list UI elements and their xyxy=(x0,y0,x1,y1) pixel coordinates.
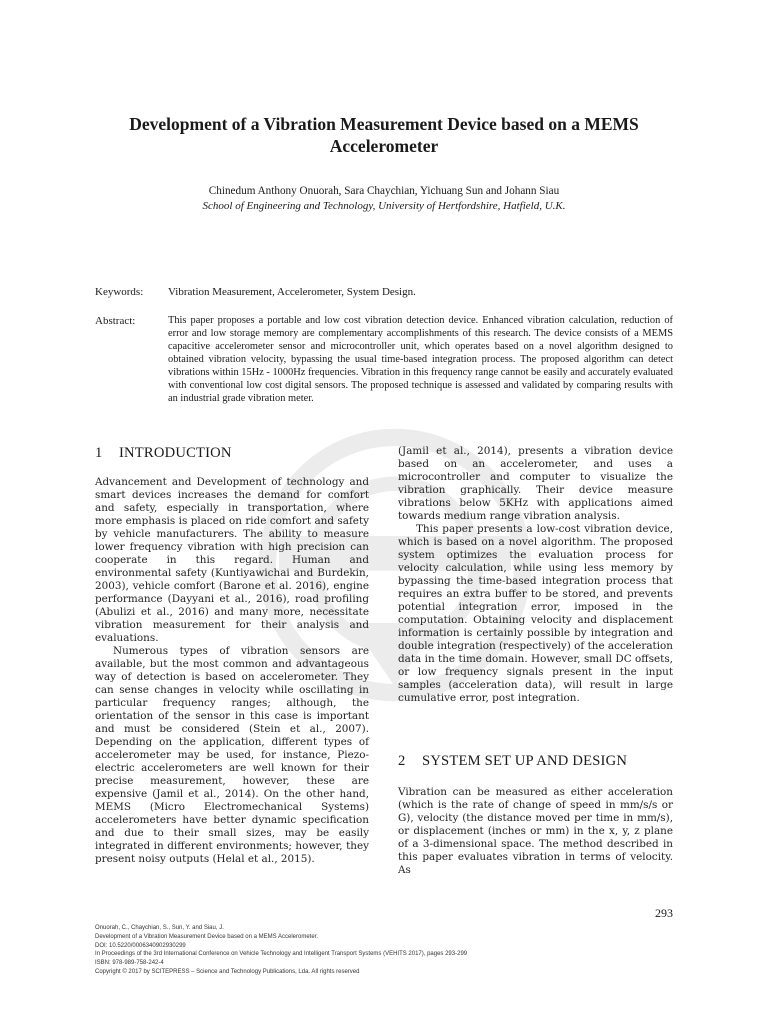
intro-paragraph-3: (Jamil et al., 2014), presents a vibration device based on an accelerometer, and uses a microcontroller and computer to visualize the vibration graphically. Their device measure vibrations below 5KHz with applications aimed towards medium range vibration analysis. xyxy=(398,445,673,522)
intro-paragraph-1: Advancement and Development of technology and smart devices increases the demand for comfort and safety, especially in transportation, where more emphasis is placed on ride comfort and safety by vehicle manufacturers. The ability to measure lower frequency vibration with high precision can cooperate in this regard. Human and environmental safety (Kuntiyawichai and Burdekin, 2003), vehicle comfort (Barone et al. 2016), engine performance (Dayyani et al., 2016), road profiling (Abulizi et al., 2016) and many more, necessitate vibration measurement for their analysis and evaluations. xyxy=(95,476,369,644)
section-number: 1 xyxy=(95,445,103,461)
abstract-text: This paper proposes a portable and low cost vibration detection device. Enhanced vibration calculation, reduction of error and low storage memory are complementary accomplishments of this research. The device consists of a MEMS capacitive accelerometer sensor and microcontroller unit, which operates based on a novel algorithm designed to obtained vibration velocity, bypassing the usual time-based integration process. The proposed algorithm can detect vibrations within 15Hz - 1000Hz frequencies. Vibration in this frequency range cannot be easily and accurately evaluated with conventional low cost digital sensors. The proposed technique is assessed and validated by comparing results with an industrial grade vibration meter. xyxy=(168,315,673,404)
intro-paragraph-4: This paper presents a low-cost vibration device, which is based on a novel algorithm. The proposed system optimizes the evaluation process for velocity calculation, while using less memory by bypassing the time-based integration process that requires an extra buffer to be stored, and prevents potential integration error, imposed in the computation. Obtaining velocity and displacement information is certainly possible by integration and double integration (respectively) of the acceleration data in the time domain. However, small DC offsets, or low frequency signals present in the input samples (acceleration data), will result in large cumulative error, post integration. xyxy=(398,523,673,704)
footer-title: Development of a Vibration Measurement Device based on a MEMS Accelerometer. xyxy=(95,933,319,940)
footer-proceedings: In Proceedings of the 3rd International Conference on Vehicle Technology and Intelligent Transport Systems (VEHITS 2017), pages 293-299 xyxy=(95,951,468,958)
abstract-label: Abstract: xyxy=(95,315,136,327)
section-heading-introduction xyxy=(95,445,232,462)
section-number: 2 xyxy=(398,753,406,769)
right-column-bottom xyxy=(398,786,673,877)
footer-copyright: Copyright © 2017 by SCITEPRESS – Science and Technology Publications, Lda. All rights reserved xyxy=(95,968,360,975)
left-column xyxy=(95,476,369,866)
footer-isbn: ISBN: 978-989-758-242-4 xyxy=(95,960,164,967)
section-title: SYSTEM SET UP AND DESIGN xyxy=(422,753,628,769)
page-number: 293 xyxy=(655,906,673,920)
paper-title: Development of a Vibration Measurement Device based on a MEMS Accelerometer xyxy=(129,114,639,156)
keywords-text: Vibration Measurement, Accelerometer, System Design. xyxy=(168,286,416,298)
system-paragraph-1: Vibration can be measured as either acceleration (which is the rate of change of speed in mm/s/s or G), velocity (the distance moved per time in mm/s), or displacement (inches or mm) in the x, y, z plane of a 3-dimensional space. The method described in this paper evaluates vibration in terms of velocity. As xyxy=(398,786,673,876)
author-affiliation: School of Engineering and Technology, University of Hertfordshire, Hatfield, U.K. xyxy=(202,200,566,212)
paper-authors: Chinedum Anthony Onuorah, Sara Chaychian, Yichuang Sun and Johann Siau xyxy=(208,185,560,197)
keywords-label: Keywords: xyxy=(95,286,144,298)
intro-paragraph-2: Numerous types of vibration sensors are available, but the most common and advantageous way of detection is based on accelerometer. They can sense changes in velocity while oscillating in particular frequency ranges; although, the orientation of the sensor in this case is important and must be considered (Stein et al., 2007). Depending on the application, different types of accelerometer may be used, for instance, Piezo-electric accelerometers are well known for their precise measurement, however, these are expensive (Jamil et al., 2014). On the other hand, MEMS (Micro Electromechanical Systems) accelerometers have better dynamic specification and due to their small sizes, may be easily integrated in different environments; however, they present noisy outputs (Helal et al., 2015). xyxy=(95,645,369,865)
citation-footer xyxy=(95,924,655,977)
footer-authors: Onuorah, C., Chaychian, S., Sun, Y. and Siau, J. xyxy=(95,925,224,931)
right-column-top xyxy=(398,445,673,705)
section-heading-system-setup xyxy=(398,753,627,770)
section-title: INTRODUCTION xyxy=(119,445,232,461)
footer-doi: DOI: 10.5220/0006340902930299 xyxy=(95,942,186,949)
